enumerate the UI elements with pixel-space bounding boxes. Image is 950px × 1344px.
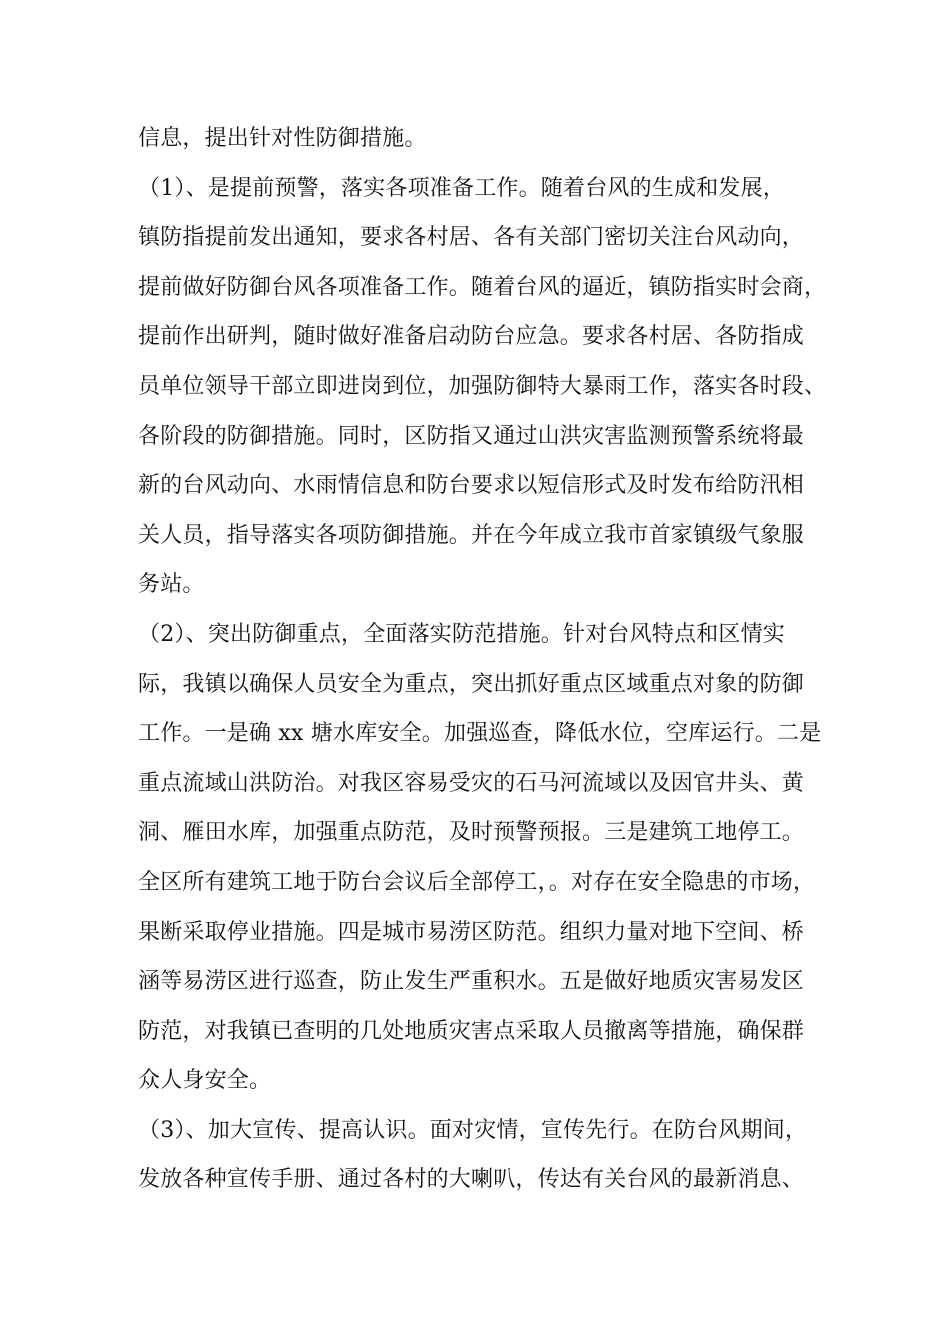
text-line: 镇防指提前发出通知，要求各村居、各有关部门密切关注台风动向，	[138, 225, 805, 251]
text-line: 新的台风动向、水雨情信息和防台要求以短信形式及时发布给防汛相	[138, 473, 805, 499]
text-line: 关人员，指导落实各项防御措施。并在今年成立我市首家镇级气象服	[138, 522, 805, 548]
text-line: （1）、是提前预警，落实各项准备工作。随着台风的生成和发展，	[138, 175, 785, 201]
text-line: 工作。一是确 xx 塘水库安全。加强巡查，降低水位，空库运行。二是	[138, 721, 822, 747]
text-line: 员单位领导干部立即进岗到位，加强防御特大暴雨工作，落实各时段、	[138, 373, 827, 399]
text-line: 涵等易涝区进行巡查，防止发生严重积水。五是做好地质灾害易发区	[138, 969, 805, 995]
text-line: 防范，对我镇已查明的几处地质灾害点采取人员撤离等措施，确保群	[138, 1018, 805, 1044]
text-line: 各阶段的防御措施。同时，区防指又通过山洪灾害监测预警系统将最	[138, 423, 805, 449]
text-line: 重点流域山洪防治。对我区容易受灾的石马河流域以及因官井头、黄	[138, 770, 805, 796]
text-line: 众人身安全。	[138, 1068, 272, 1094]
text-line: 洞、雁田水库，加强重点防范，及时预警预报。三是建筑工地停工。	[138, 820, 805, 846]
body-text	[138, 114, 838, 1205]
text-line: 提前作出研判，随时做好准备启动防台应急。要求各村居、各防指成	[138, 324, 805, 350]
text-line: 提前做好防御台风各项准备工作。随着台风的逼近，镇防指实时会商，	[138, 274, 827, 300]
text-line: 信息，提出针对性防御措施。	[138, 126, 427, 151]
text-line: 发放各种宣传手册、通过各村的大喇叭，传达有关台风的最新消息、	[138, 1167, 805, 1193]
text-line: （3）、加大宣传、提高认识。面对灾情，宣传先行。在防台风期间，	[138, 1117, 808, 1143]
text-line: 果断采取停业措施。四是城市易涝区防范。组织力量对地下空间、桥	[138, 919, 805, 945]
text-line: 务站。	[138, 572, 205, 598]
text-line: （2）、突出防御重点，全面落实防范措施。针对台风特点和区情实	[138, 621, 785, 647]
text-line: 际，我镇以确保人员安全为重点，突出抓好重点区域重点对象的防御	[138, 671, 805, 697]
text-line: 全区所有建筑工地于防台会议后全部停工，。对存在安全隐患的市场，	[138, 869, 816, 895]
